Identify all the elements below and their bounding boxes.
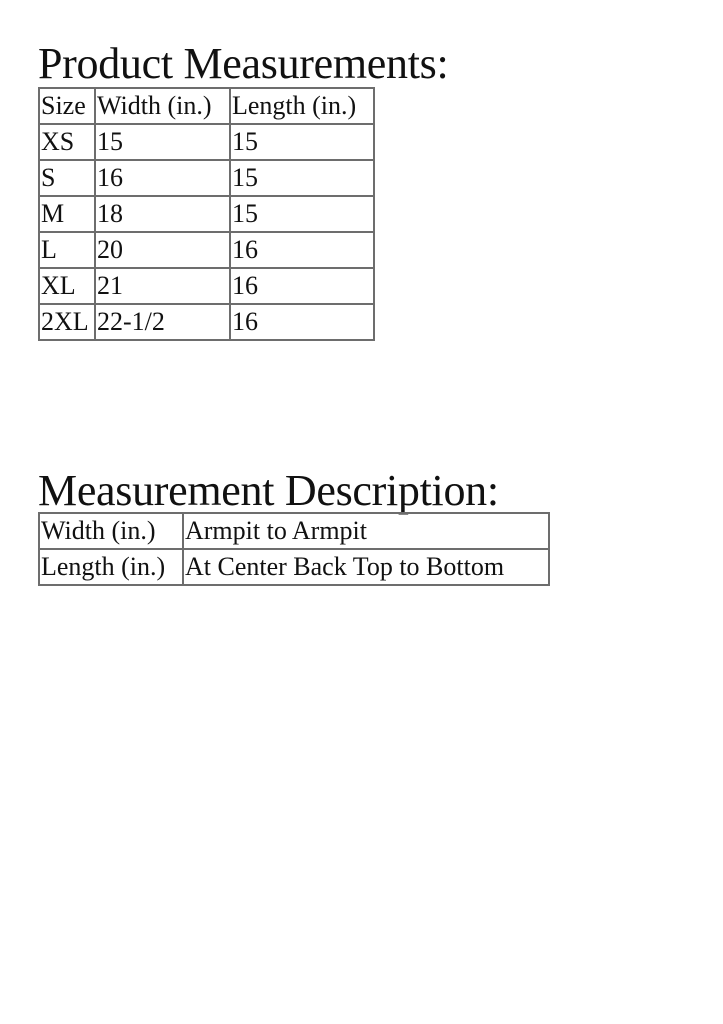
measurement-description-cell: At Center Back Top to Bottom — [183, 549, 549, 585]
header-length: Length (in.) — [230, 88, 374, 124]
table-row — [39, 124, 374, 160]
measurement-name-cell: Width (in.) — [39, 513, 183, 549]
width-cell: 21 — [95, 268, 230, 304]
width-cell: 18 — [95, 196, 230, 232]
measurements-table — [38, 87, 375, 341]
table-row — [39, 513, 549, 549]
product-measurements-title: Product Measurements: — [38, 39, 449, 88]
length-cell: 16 — [230, 232, 374, 268]
size-cell: M — [39, 196, 95, 232]
width-cell: 15 — [95, 124, 230, 160]
table-row — [39, 304, 374, 340]
size-cell: XS — [39, 124, 95, 160]
length-cell: 15 — [230, 160, 374, 196]
header-size: Size — [39, 88, 95, 124]
header-width: Width (in.) — [95, 88, 230, 124]
table-row — [39, 268, 374, 304]
table-row — [39, 160, 374, 196]
length-cell: 16 — [230, 304, 374, 340]
length-cell: 15 — [230, 196, 374, 232]
table-row — [39, 196, 374, 232]
length-cell: 15 — [230, 124, 374, 160]
description-table — [38, 512, 550, 586]
table-header-row — [39, 88, 374, 124]
measurement-name-cell: Length (in.) — [39, 549, 183, 585]
table-row — [39, 232, 374, 268]
width-cell: 16 — [95, 160, 230, 196]
size-cell: 2XL — [39, 304, 95, 340]
width-cell: 22-1/2 — [95, 304, 230, 340]
size-cell: S — [39, 160, 95, 196]
measurement-description-cell: Armpit to Armpit — [183, 513, 549, 549]
width-cell: 20 — [95, 232, 230, 268]
length-cell: 16 — [230, 268, 374, 304]
size-cell: L — [39, 232, 95, 268]
measurement-description-title: Measurement Description: — [38, 466, 499, 515]
size-cell: XL — [39, 268, 95, 304]
table-row — [39, 549, 549, 585]
